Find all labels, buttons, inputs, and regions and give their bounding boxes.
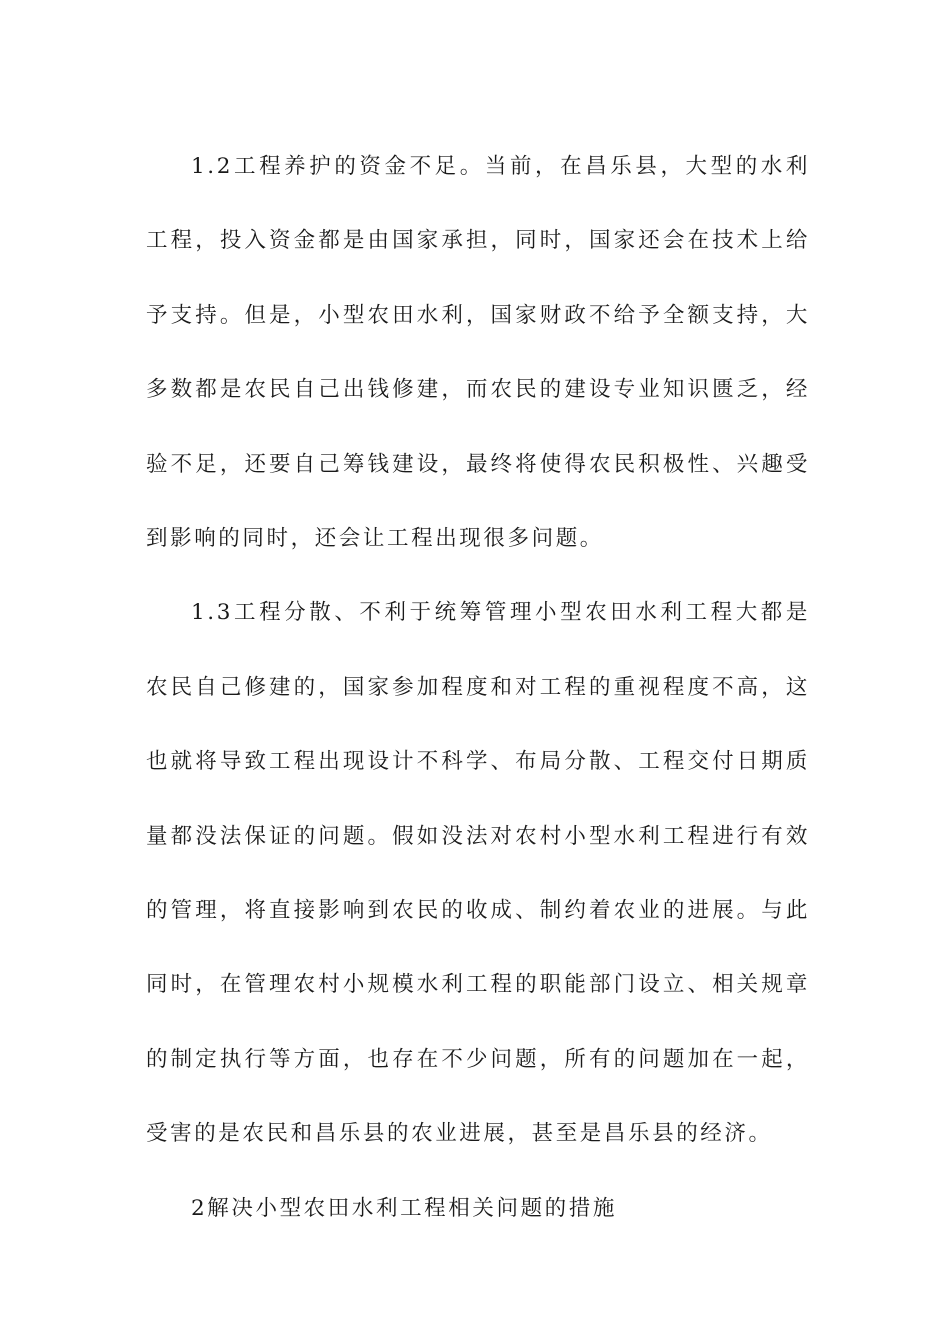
paragraph-dispersion: 1.3工程分散、不利于统筹管理小型农田水利工程大都是农民自己修建的，国家参加程度和对工程的重视程度不高，这也就将导致工程出现设计不科学、布局分散、工程交付日期质量都没法保证的问题。假如没法对农村小型水利工程进行有效的管理，将直接影响到农民的收成、制约着农业的进展。与此同时，在管理农村小规模水利工程的职能部门设立、相关规章的制定执行等方面，也存在不少问题，所有的问题加在一起，受害的是农民和昌乐县的农业进展，甚至是昌乐县的经济。 — [146, 600, 810, 1147]
paragraph-funding: 1.2工程养护的资金不足。当前，在昌乐县，大型的水利工程，投入资金都是由国家承担，同时，国家还会在技术上给予支持。但是，小型农田水利，国家财政不给予全额支持，大多数都是农民自己出钱修建，而农民的建设专业知识匮乏，经验不足，还要自己筹钱建设，最终将使得农民积极性、兴趣受到影响的同时，还会让工程出现很多问题。 — [146, 154, 810, 552]
body-text — [146, 130, 810, 1246]
section-heading-measures: 2解决小型农田水利工程相关问题的措施 — [191, 1195, 617, 1221]
